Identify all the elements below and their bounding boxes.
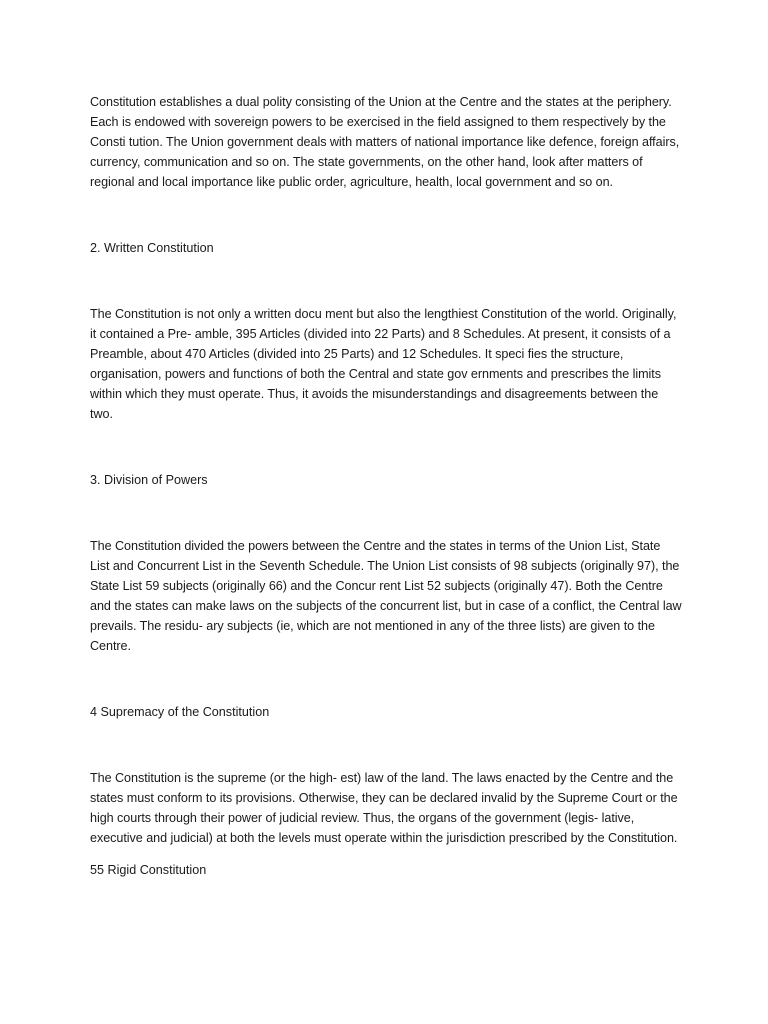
section-heading-division-of-powers: 3. Division of Powers [90,473,208,487]
intro-paragraph: Constitution establishes a dual polity consisting of the Union at the Centre and the states at the periphery. Each is endowed with sovereign powers to be exercised in the field assigned to them respectively by the Consti tution. The Union government deals with matters of national importance like defence, foreign affairs, currency, communication and so on. The state governments, on the other hand, look after matters of regional and local importance like public order, agriculture, health, local government and so on. [90,95,680,189]
section-body-supremacy: The Constitution is the supreme (or the high- est) law of the land. The laws enacted by the Centre and the states must conform to its provisions. Otherwise, they can be declared invalid by the Supreme Court or the high courts through their power of judicial review. Thus, the organs of the government (legis- lative, executive and judicial) at both the levels must operate within the jurisdiction prescribed by the Constitution. [90,771,678,845]
section-heading-written-constitution: 2. Written Constitution [90,241,214,255]
section-body-division-of-powers: The Constitution divided the powers between the Centre and the states in terms of the Union List, State List and Concurrent List in the Seventh Schedule. The Union List consists of 98 subjects (originally 97), the State List 59 subjects (originally 66) and the Concur rent List 52 subjects (originally 47). Both the Centre and the states can make laws on the subjects of the concurrent list, but in case of a conflict, the Central law prevails. The residu- ary subjects (ie, which are not mentioned in any of the three lists) are given to the Centre. [90,539,682,653]
document-content [90,92,682,880]
section-heading-rigid-constitution: 55 Rigid Constitution [90,863,207,877]
section-body-written-constitution: The Constitution is not only a written docu ment but also the lengthiest Constitution of the world. Originally, it contained a Pre- amble, 395 Articles (divided into 22 Parts) and 8 Schedules. At present, it consists of a Preamble, about 470 Articles (divided into 25 Parts) and 12 Schedules. It speci fies the structure, organisation, powers and functions of both the Central and state gov ernments and prescribes the limits within which they must operate. Thus, it avoids the misunderstandings and disagreements between the two. [90,307,677,421]
section-heading-supremacy: 4 Supremacy of the Constitution [90,705,270,719]
